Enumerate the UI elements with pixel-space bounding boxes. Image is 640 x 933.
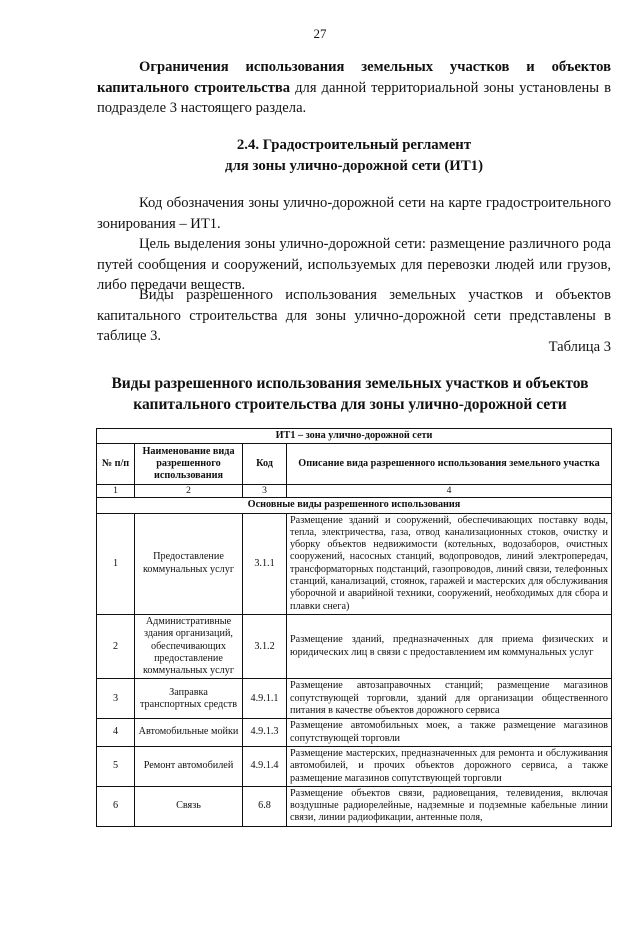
row-code: 3.1.1 [243,513,287,614]
intro-bold-text: Ограничения использования земельных участков и объектов капитального строительства [97,59,611,96]
table-row [97,786,612,826]
row-desc: Размещение автомобильных моек, а также размещение магазинов сопутствующей торговли [287,719,612,747]
row-name: Связь [135,786,243,826]
row-name: Ремонт автомобилей [135,746,243,786]
table-caption-row [97,429,612,444]
goal-paragraph: Цель выделения зоны улично-дорожной сети: размещение различного рода путей сообщения и сооружений, используемых для перевозки людей или грузов, либо передачи веществ. [97,236,611,293]
table-section-row [97,498,612,513]
row-num: 5 [97,746,135,786]
table-row [97,513,612,614]
header-num: № п/п [97,444,135,485]
index-cell: 2 [135,485,243,498]
zoning-table [96,428,612,827]
table-row [97,614,612,678]
intro-paragraph [97,57,611,119]
row-desc: Размещение автозаправочных станций; размещение магазинов сопутствующей торговли, зданий для организации общественного питания в качестве объектов дорожного сервиса [287,679,612,719]
section-heading-line-2: для зоны улично-дорожной сети (ИТ1) [224,157,484,174]
row-code: 6.8 [243,786,287,826]
index-cell: 4 [287,485,612,498]
row-num: 6 [97,786,135,826]
row-num: 4 [97,719,135,747]
page-number: 27 [313,26,327,41]
section-heading [97,135,611,176]
row-num: 3 [97,679,135,719]
row-code: 4.9.1.1 [243,679,287,719]
row-num: 1 [97,513,135,614]
table-row [97,746,612,786]
index-cell: 1 [97,485,135,498]
row-desc: Размещение зданий и сооружений, обеспечивающих поставку воды, тепла, электричества, газа, отвод канализационных стоков, очистку и уборку объектов недвижимости (котельных, водозаборов, очистных сооружений, насосных станций, водопроводов, линий электропередач, трансформаторных подстанций, газопроводов, линий связи, телефонных станций, канализаций, стоянок, гаражей и мастерских для обслуживания уборочной и аварийной техники, сооружений, необходимых для сбора и плавки снега) [287,513,612,614]
row-code: 4.9.1.4 [243,746,287,786]
row-num: 2 [97,614,135,678]
row-desc: Размещение зданий, предназначенных для приема физических и юридических лиц в связи с предоставлением им коммунальных услуг [287,614,612,678]
table-label: Таблица 3 [548,339,611,355]
table-row [97,679,612,719]
row-name: Автомобильные мойки [135,719,243,747]
table-caption: ИТ1 – зона улично-дорожной сети [97,429,612,444]
table-row [97,719,612,747]
index-cell: 3 [243,485,287,498]
table-index-row [97,485,612,498]
table-title: Виды разрешенного использования земельных участков и объектов капитального строительства для зоны улично-дорожной сети [111,375,589,413]
code-paragraph: Код обозначения зоны улично-дорожной сети на карте градостроительного зонирования – ИТ1. [97,195,611,232]
row-name: Предоставление коммунальных услуг [135,513,243,614]
uses-paragraph: Виды разрешенного использования земельных участков и объектов капитального строительства для зоны улично-дорожной сети представлены в таблице 3. [97,287,611,344]
row-code: 4.9.1.3 [243,719,287,747]
row-name: Административные здания организаций, обеспечивающих предоставление коммунальных услуг [135,614,243,678]
row-name: Заправка транспортных средств [135,679,243,719]
table-header-row [97,444,612,485]
header-desc: Описание вида разрешенного использования земельного участка [287,444,612,485]
header-name: Наименование вида разрешенного использования [135,444,243,485]
row-desc: Размещение мастерских, предназначенных для ремонта и обслуживания автомобилей, и прочих объектов дорожного сервиса, а также размещение магазинов сопутствующей торговли [287,746,612,786]
row-desc: Размещение объектов связи, радиовещания, телевидения, включая воздушные радиорелейные, надземные и подземные кабельные линии связи, линии радиофикации, антенные поля, [287,786,612,826]
header-code: Код [243,444,287,485]
section-label: Основные виды разрешенного использования [97,498,612,513]
section-heading-line-1: 2.4. Градостроительный регламент [236,137,472,153]
row-code: 3.1.2 [243,614,287,678]
intro-rest-text: для данной территориальной зоны установлены в подразделе 3 настоящего раздела. [97,79,611,116]
